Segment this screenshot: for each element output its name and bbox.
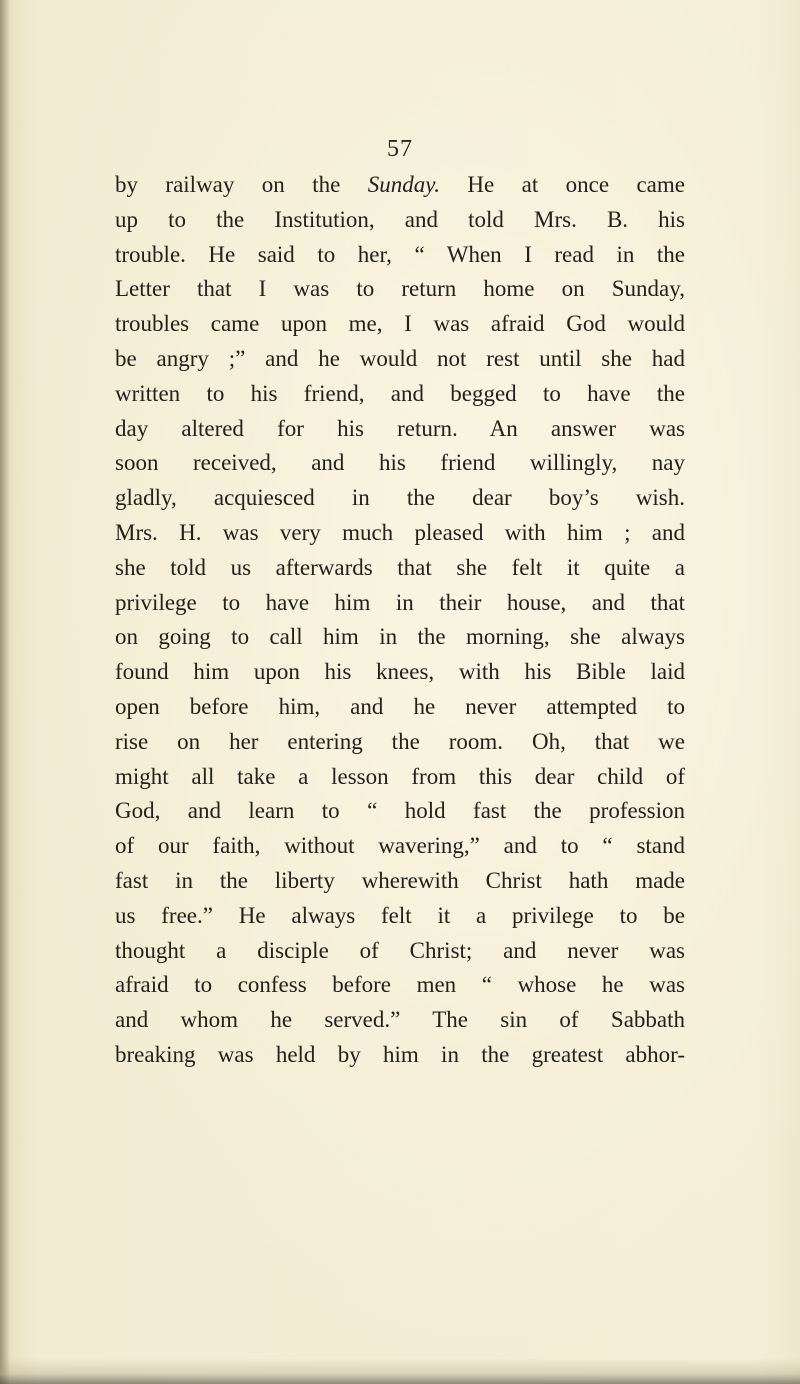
- text-line-17: rise on her entering the room. Oh, that we: [115, 728, 685, 754]
- text-line-6: be angry ;” and he would not rest until she had: [115, 345, 685, 371]
- text-line-23: thought a disciple of Christ; and never was: [115, 937, 685, 963]
- text-line-14: on going to call him in the morning, she always: [115, 624, 685, 650]
- text-line-26: breaking was held by him in the greatest abhor-: [115, 1041, 685, 1067]
- text-line-5: troubles came upon me, I was afraid God would: [115, 311, 685, 337]
- text-line-25: and whom he served.” The sin of Sabbath: [115, 1007, 685, 1033]
- text-line-24: afraid to confess before men “ whose he was: [115, 972, 685, 998]
- text-line-8: day altered for his return. An answer was: [115, 415, 685, 441]
- text-line-18: might all take a lesson from this dear child of: [115, 763, 685, 789]
- text-line-15: found him upon his knees, with his Bible laid: [115, 659, 685, 685]
- text-line-22: us free.” He always felt it a privilege to be: [115, 902, 685, 928]
- body-text: [115, 168, 685, 1073]
- italic-word: Sunday.: [367, 172, 440, 197]
- text-line-21: fast in the liberty wherewith Christ hath made: [115, 867, 685, 893]
- text-line-12: she told us afterwards that she felt it quite a: [115, 554, 685, 580]
- text-line-4: Letter that I was to return home on Sunday,: [115, 276, 685, 302]
- text-line-16: open before him, and he never attempted to: [115, 693, 685, 719]
- text-line-7: written to his friend, and begged to have the: [115, 380, 685, 406]
- page-bottom-edge: [0, 1358, 800, 1384]
- text-line-2: up to the Institution, and told Mrs. B. his: [115, 206, 685, 232]
- text-line-11: Mrs. H. was very much pleased with him ; and: [115, 519, 685, 545]
- text-line-3: trouble. He said to her, “ When I read in the: [115, 241, 685, 267]
- text-line-1: by railway on the Sunday. He at once came: [115, 172, 685, 197]
- text-line-10: gladly, acquiesced in the dear boy’s wish.: [115, 485, 685, 511]
- gutter-shadow: [0, 0, 10, 1384]
- text-line-13: privilege to have him in their house, and that: [115, 589, 685, 615]
- text-line-20: of our faith, without wavering,” and to “ stand: [115, 833, 685, 859]
- page-number: 57: [387, 136, 413, 162]
- text-line-19: God, and learn to “ hold fast the profession: [115, 798, 685, 824]
- text-line-9: soon received, and his friend willingly, nay: [115, 450, 685, 476]
